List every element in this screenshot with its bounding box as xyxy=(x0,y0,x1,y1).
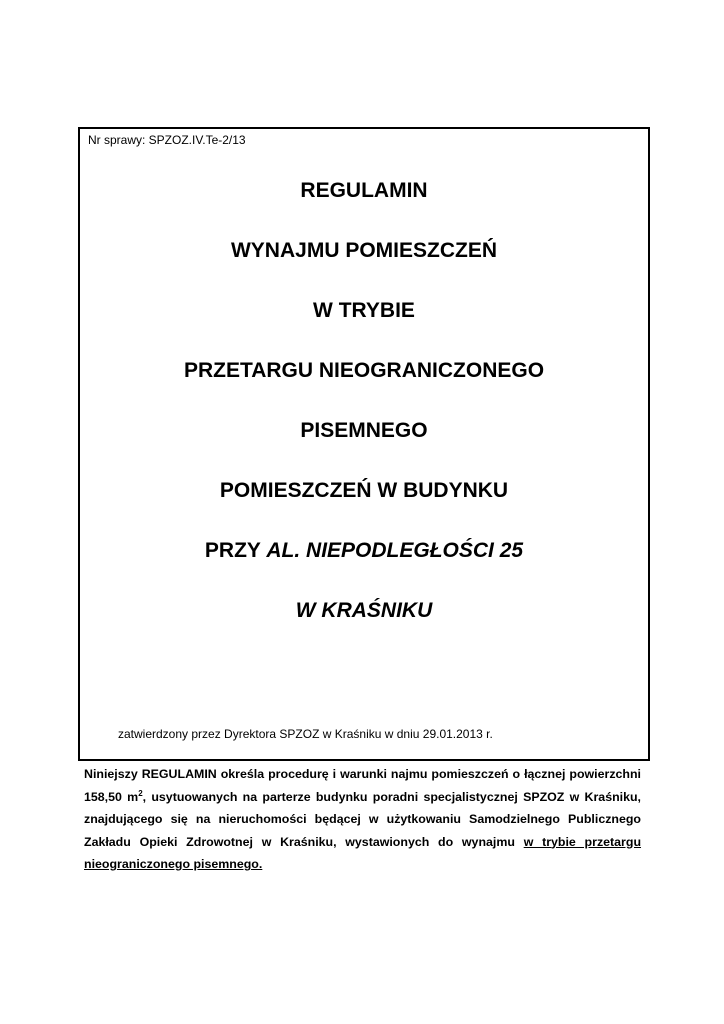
title-line-8-city: W KRAŚNIKU xyxy=(295,599,433,622)
paragraph-part-1: Niniejszy REGULAMIN określa procedurę i warunki najmu pomieszczeń o łącznej powierzchni 158,50 m xyxy=(84,767,641,804)
title-line-8 xyxy=(80,599,648,623)
title-line-7-address: AL. NIEPODLEGŁOŚCI 25 xyxy=(266,539,524,562)
title-line-1: REGULAMIN xyxy=(300,179,428,202)
tender-mode-underlined: w trybie przetargu nieograniczonego pisemnego. xyxy=(84,834,642,871)
title-line-3: W TRYBIE xyxy=(313,299,415,322)
regulation-intro-paragraph xyxy=(84,763,641,876)
case-number: Nr sprawy: SPZOZ.IV.Te-2/13 xyxy=(88,133,246,147)
title-line-7-prefix: PRZY xyxy=(204,539,267,562)
title-line-4: PRZETARGU NIEOGRANICZONEGO xyxy=(183,359,545,382)
title-frame xyxy=(78,127,650,761)
paragraph-part-2: , usytuowanych na parterze budynku poradni specjalistycznej SPZOZ w Kraśniku, znajdującego się na nieruchomości będącej w użytkowaniu Samodzielnego Publicznego Zakładu Opieki Zdrowotnej w Kraśniku, wystawionych do wynajmu xyxy=(84,789,641,849)
area-unit-superscript: 2 xyxy=(138,788,143,798)
approval-note: zatwierdzony przez Dyrektora SPZOZ w Kraśniku w dniu 29.01.2013 r. xyxy=(118,727,493,741)
title-line-5: PISEMNEGO xyxy=(300,419,428,442)
title-line-6: POMIESZCZEŃ W BUDYNKU xyxy=(219,479,509,502)
title-line-7 xyxy=(80,539,648,563)
title-line-2: WYNAJMU POMIESZCZEŃ xyxy=(230,239,497,262)
